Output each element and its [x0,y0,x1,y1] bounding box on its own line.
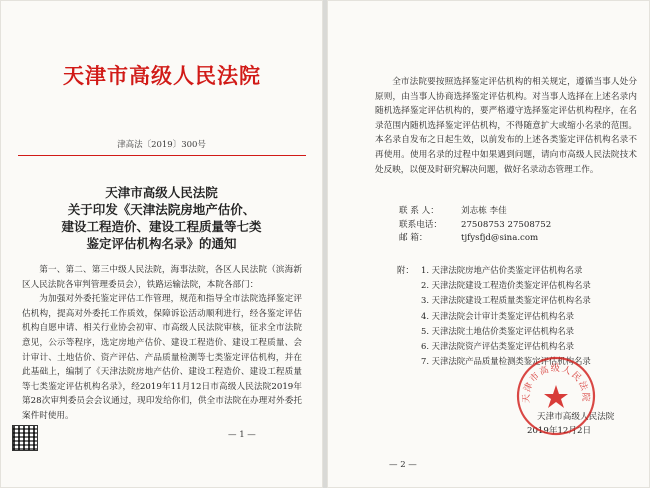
contact-email-value: tjfysfjd@sina.com [461,233,539,243]
document-number: 津高法〔2019〕300号 [117,140,206,150]
left-body-text [22,263,302,424]
attachment-list [397,263,642,369]
attachment-label: 2. 天津法院建设工程造价类鉴定评估机构名录 [421,280,591,291]
title-line: 鉴定评估机构名录》的通知 [86,236,237,251]
court-name-header: 天津市高级人民法院 [63,64,261,88]
attachment-label: 6. 天津法院资产评估类鉴定评估机构名录 [421,341,575,352]
contact-person-row [399,205,639,219]
contact-person-label: 联 系 人： [399,206,439,216]
contact-phone-row [399,219,639,233]
body-paragraph: 为加强对外委托鉴定评估工作管理，规范和指导全市法院选择鉴定评估机构，提高对外委托工作质效，保障诉讼活动顺利进行，经各鉴定评估机构自愿申请、相关行业协会初审、市高级人民法院审核，征求全市法院意见，公示等程序，选定房地产估价、建设工程造价、建设工程质量、会计审计、土地估价、资产评估、产品质量检测等七类鉴定评估机构，并在此基础上，编制了《天津法院房地产估价、建设工程造价、建设工程质量等七类鉴定评估机构名录》，经2019年11月12日市高级人民法院2019年第28次审判委员会会议通过，现印发给你们，供全市法院在办理对外委托案件时使用。 [22,294,302,421]
title-line: 关于印发《天津法院房地产估价、 [67,202,256,217]
attachment-item [397,324,642,339]
qr-code-icon [12,425,38,451]
right-body-text: 全市法院要按照选择鉴定评估机构的相关规定，遵循当事人处分原则，由当事人协商选择鉴定评估机构。对当事人选择在上述名录内随机选择鉴定评估机构的，要严格遵守选择鉴定评估机构程序，在名录范围内随机选择鉴定评估机构，不得随意扩大或缩小名录的范围。本名录自发布之日起生效，以前发布的上述各类鉴定评估机构名录不再使用。使用名录的过程中如果遇到问题，请向市高级人民法院技术处反映，以便及时研究解决问题，做好名录动态管理工作。 [375,77,637,175]
contact-block [399,205,639,246]
signer-name: 天津市高级人民法院 [537,412,615,422]
left-page [0,0,323,488]
court-seal-icon [515,355,597,437]
attachment-item [397,278,642,293]
notice-title [20,184,303,252]
right-page [327,0,650,488]
seal-text: 天津市高级人民法院 [521,364,591,404]
attachment-item [397,263,642,278]
contact-email-row [399,232,639,246]
title-line: 天津市高级人民法院 [105,185,218,200]
contact-email-label: 邮 箱： [399,233,428,243]
contact-phone-value: 27508753 27508752 [461,219,552,230]
attachment-label: 4. 天津法院会计审计类鉴定评估机构名录 [421,310,575,321]
attachment-label: 1. 天津法院房地产估价类鉴定评估机构名录 [421,265,583,275]
signing-date: 2019年12月2日 [527,426,592,436]
attachment-label: 3. 天津法院建设工程质量类鉴定评估机构名录 [421,295,591,306]
attachment-item [397,293,642,308]
attachment-item [397,309,642,324]
attachment-prefix: 附： [397,265,414,275]
red-divider-line [18,155,306,156]
attachment-item [397,339,642,354]
attachment-label: 5. 天津法院土地估价类鉴定评估机构名录 [421,325,575,336]
attachment-label: 7. 天津法院产品质量检测类鉴定评估机构名录 [421,356,591,367]
contact-person-value: 刘志栋 李佳 [461,206,507,216]
recipients-paragraph: 第一、第二、第三中级人民法院，海事法院，各区人民法院（滨海新区人民法院各审判管理委员会），铁路运输法院，本院各部门： [22,265,302,290]
page-number-left: — 1 — [228,430,256,440]
contact-phone-label: 联系电话： [399,219,442,230]
title-line: 建设工程造价、建设工程质量等七类 [61,219,262,234]
page-number-right: — 2 — [389,460,417,470]
